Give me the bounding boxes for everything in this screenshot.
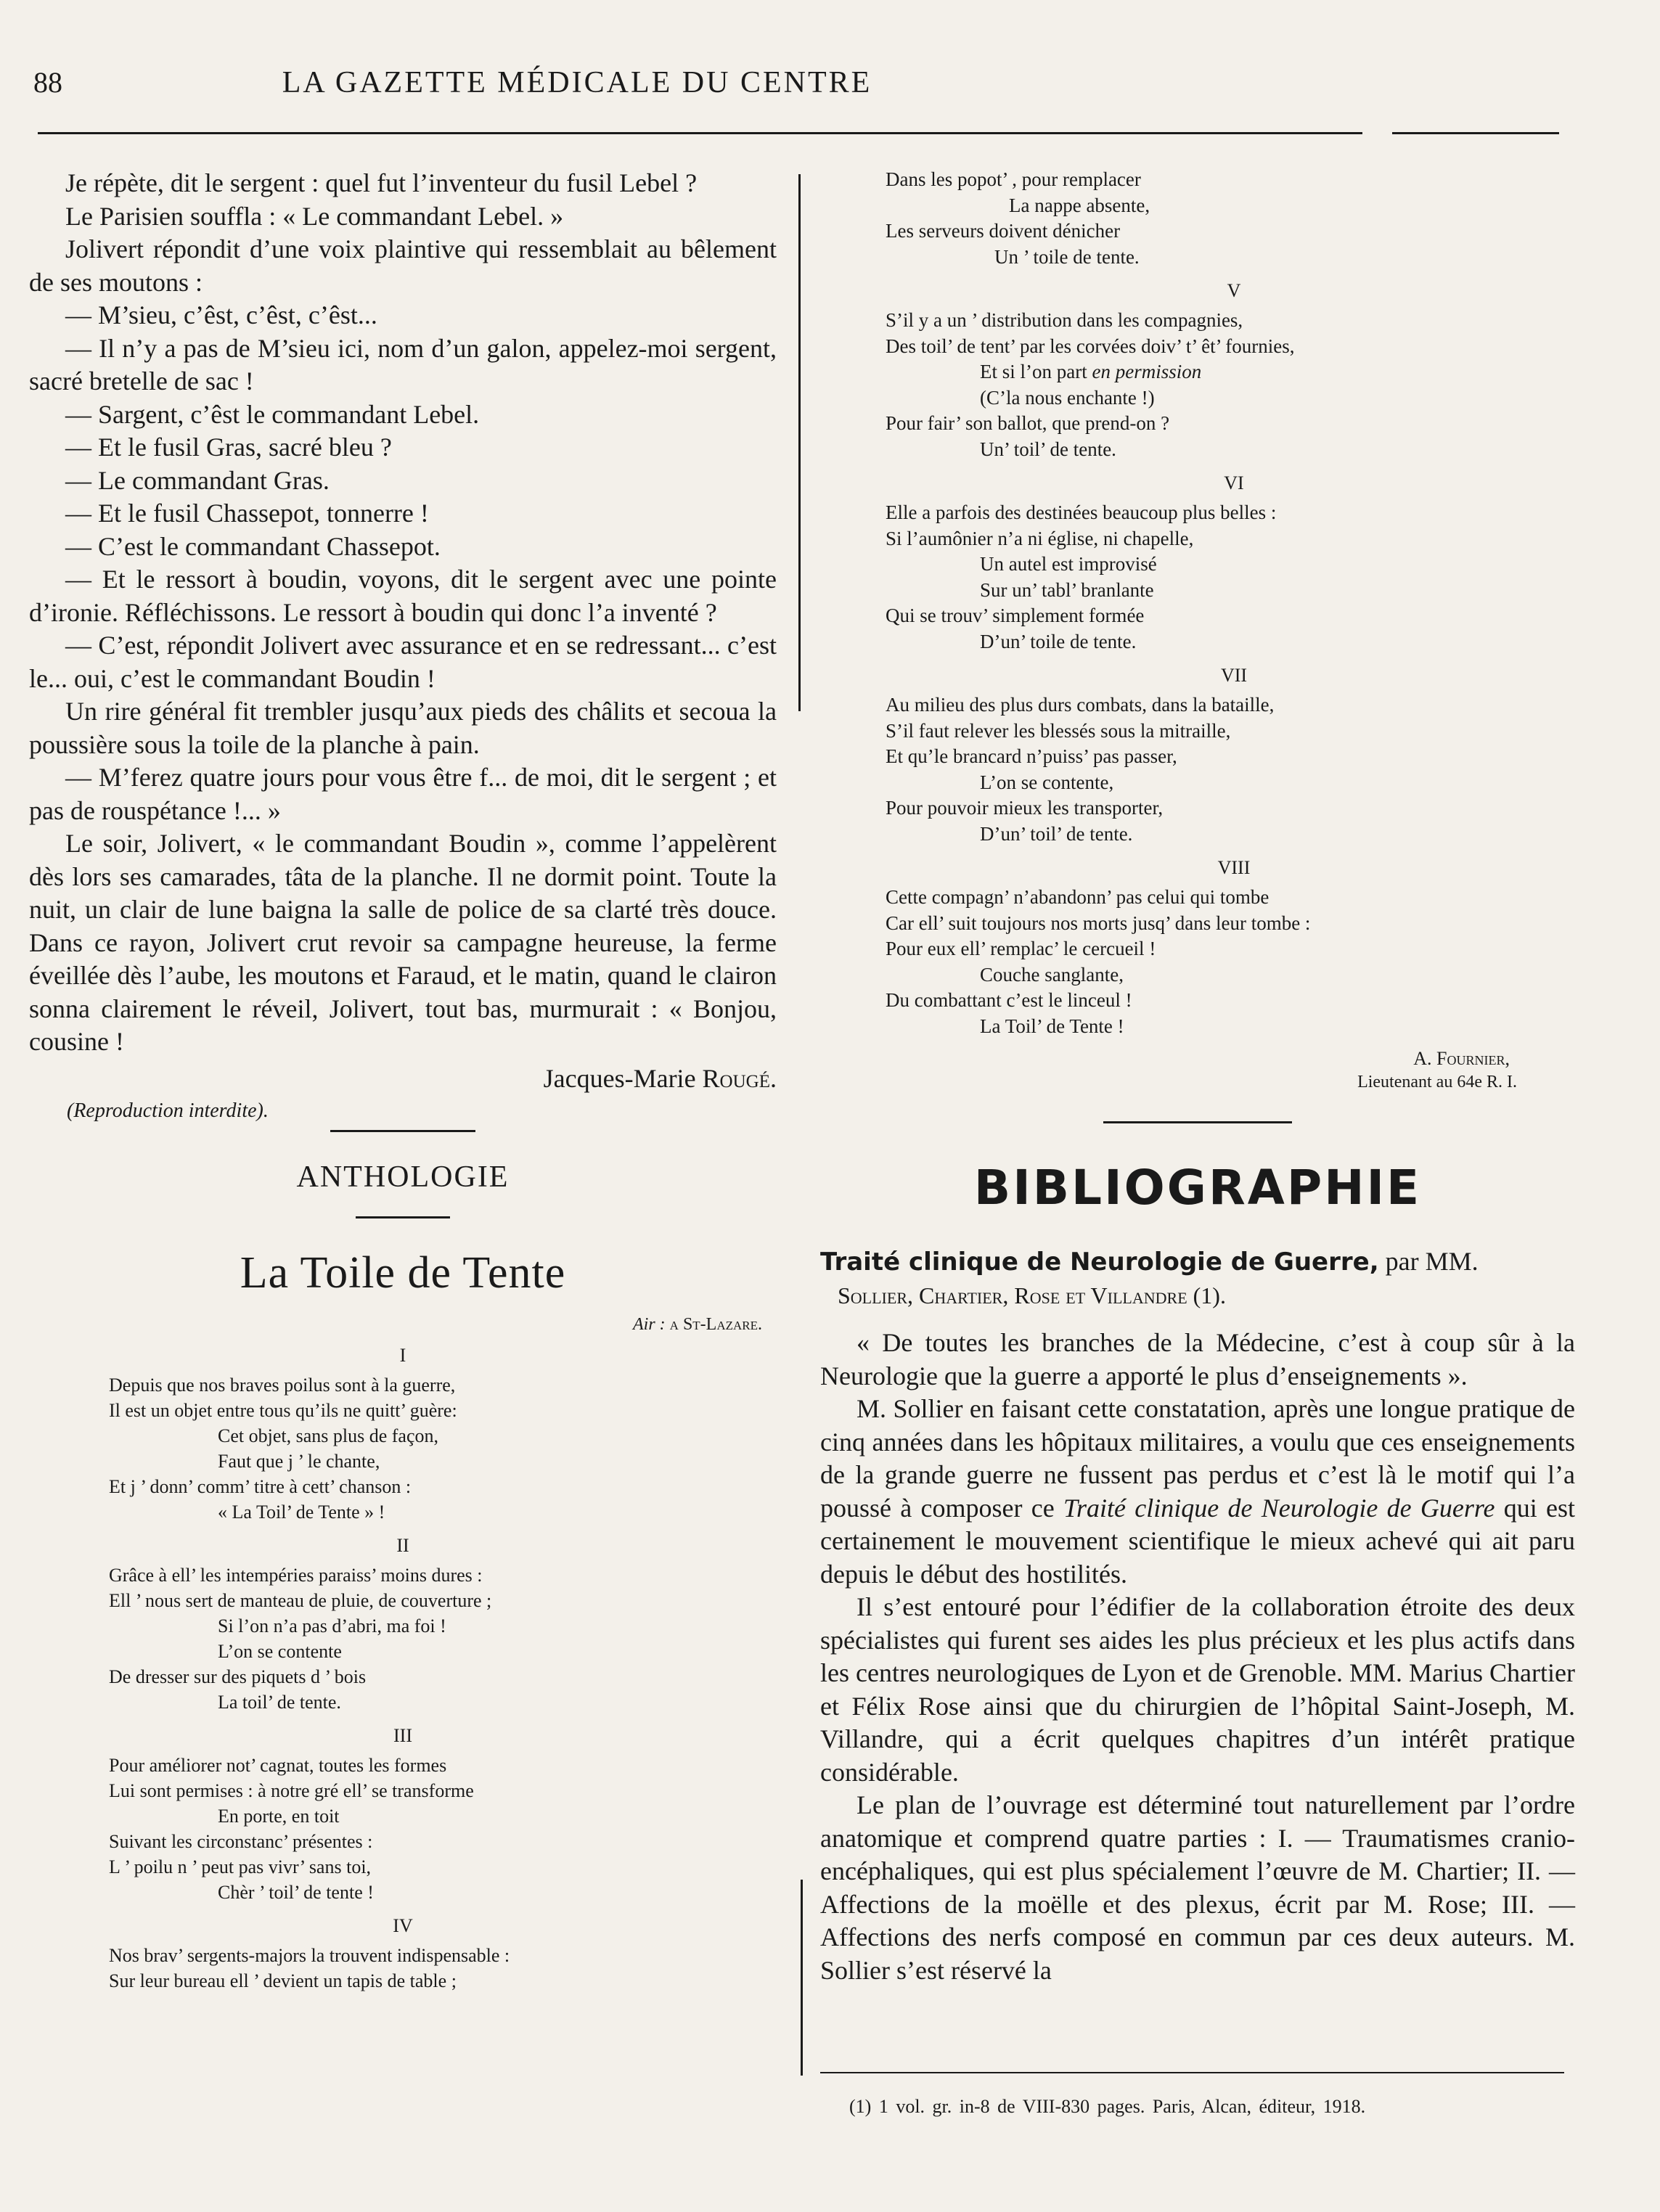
story-paragraph: — Sargent, c’êst le commandant Lebel. (65, 399, 480, 429)
reproduction-notice: (Reproduction interdite). (67, 1099, 269, 1122)
stanza-number: II (396, 1534, 409, 1556)
page-header (29, 65, 1561, 109)
stanza: Cette compagn’ n’abandonn’ pas celui qui tombe Car ell’ suit toujours nos morts jusq’ dans leur tombe : Pour eux ell’ remplac’ le cercueil ! Couche sanglante, Du combattant c’est le linceul ! La Toil’ de Tente ! (886, 886, 1311, 1037)
stanza: Depuis que nos braves poilus sont à la guerre, Il est un objet entre tous qu’ils ne quitt’ guère: Cet objet, sans plus de façon, Faut que j ’ le chante, Et j ’ donn’ comm’ titre à cett’ chanson : « La Toil’ de Tente » ! (109, 1374, 457, 1523)
stanza: Au milieu des plus durs combats, dans la bataille, S’il faut relever les blessés sous la mitraille, Et qu’le brancard n’puiss’ pas passer, L’on se contente, Pour pouvoir mieux les transporter, D’un’ toil’ de tente. (886, 694, 1275, 845)
stanza: S’il y a un ’ distribution dans les compagnies, Des toil’ de tent’ par les corvées doiv’ t’ êt’ fournies, Et si l’on part en permission (C’la nous enchante !) Pour fair’ son ballot, que prend-on ? Un’ toil’ de tente. (886, 309, 1295, 460)
stanza-number: VI (1224, 472, 1244, 493)
poem-air: Air : a St-Lazare. (633, 1314, 762, 1334)
right-column (820, 167, 1575, 1987)
section-rule (1103, 1121, 1292, 1123)
stanza: Grâce à ell’ les intempéries paraiss’ moins dures : Ell ’ nous sert de manteau de pluie, de couverture ; Si l’on n’a pas d’abri, ma foi ! L’on se contente De dresser sur des piquets d ’ bois La toil’ de tente. (109, 1564, 492, 1713)
stanza-continuation: Dans les popot’ , pour remplacer La nappe absente, Les serveurs doivent dénicher Un ’ toile de tente. (886, 168, 1150, 268)
section-rule (356, 1216, 450, 1218)
bibliography-text (820, 1327, 1575, 1987)
bib-paragraph: Le plan de l’ouvrage est déterminé tout naturellement par l’ordre anatomique et comprend quatre parties : I. — Traumatismes cranio-encéphaliques, qui est plus spécialement l’œuvre de M. Chartier; II. — Affections de la moëlle et des plexus, écrit par M. Rose; III. — Affections des nerfs composé en commun par ces deux auteurs. M. Sollier s’est réservé la (820, 1790, 1575, 1985)
story-paragraph: Un rire général fit trembler jusqu’aux pieds des châlits et secoua la poussière sous la toile de la planche à pain. (29, 697, 777, 759)
stanza: Nos brav’ sergents-majors la trouvent indispensable : Sur leur bureau ell ’ devient un tapis de table ; (109, 1944, 510, 1991)
story-paragraph: — M’ferez quatre jours pour vous être f... de moi, dit le sergent ; et pas de rouspétance !... » (29, 763, 777, 825)
book-authors: Sollier, Chartier, Rose et Villandre (1). (838, 1282, 1226, 1308)
poem-title: La Toile de Tente (240, 1248, 566, 1298)
poem-signature: A. Fournier, (1413, 1048, 1510, 1069)
bib-paragraph: M. Sollier en faisant cette constatation, après une longue pratique de cinq années dans les hôpitaux militaires, a voulu que ces enseignements de la grande guerre ne fussent pas perdus et c’est là le motif qui l’a poussé à composer ce Traité clinique de Neurologie de Guerre qui est certainement le mouvement scientifique le mieux achevé qui ait paru depuis le début des hostilités. (820, 1394, 1576, 1589)
header-rule (38, 132, 1362, 134)
bib-paragraph: « De toutes les branches de la Médecine, c’est à coup sûr à la Neurologie que la guerre a apporté le plus d’enseignements ». (820, 1328, 1575, 1390)
section-rule (330, 1130, 475, 1132)
story-paragraph: Jolivert répondit d’une voix plaintive qui ressemblait au bêlement de ses moutons : (29, 234, 777, 297)
header-rule-right (1392, 132, 1559, 134)
stanza-number: I (399, 1344, 406, 1366)
story-paragraph: — M’sieu, c’êst, c’êst, c’êst... (65, 300, 377, 329)
story-paragraph: — Et le fusil Gras, sacré bleu ? (65, 433, 392, 462)
page-number: 88 (33, 66, 62, 99)
stanza: Pour améliorer not’ cagnat, toutes les formes Lui sont permises : à notre gré ell’ se transforme En porte, en toit Suivant les circonstanc’ présentes : L ’ poilu n ’ peut pas vivr’ sans toi, Chèr ’ toil’ de tente ! (109, 1754, 474, 1903)
anthology-heading: ANTHOLOGIE (296, 1160, 510, 1194)
story-paragraph: — C’est le commandant Chassepot. (65, 531, 441, 561)
book-title: Traité clinique de Neurologie de Guerre, par MM. (820, 1247, 1479, 1277)
story-paragraph: Le Parisien souffla : « Le commandant Lebel. » (65, 201, 564, 231)
story-text (29, 167, 777, 1059)
story-paragraph: — Il n’y a pas de M’sieu ici, nom d’un galon, appelez-moi sergent, sacré bretelle de sac ! (29, 333, 777, 396)
journal-title: LA GAZETTE MÉDICALE DU CENTRE (282, 66, 872, 99)
stanza-number: VIII (1217, 857, 1251, 878)
story-paragraph: — C’est, répondit Jolivert avec assurance et en se redressant... c’est le... oui, c’est le commandant Boudin ! (29, 631, 777, 693)
footnote: (1) 1 vol. gr. in-8 de VIII-830 pages. Paris, Alcan, éditeur, 1918. (849, 2096, 1366, 2117)
story-paragraph: Je répète, dit le sergent : quel fut l’inventeur du fusil Lebel ? (65, 168, 698, 197)
stanza-number: V (1227, 280, 1241, 301)
stanza-number: VII (1220, 665, 1248, 686)
story-paragraph: Le soir, Jolivert, « le commandant Boudin », comme l’appelèrent dès lors ses camarades, tâta de la planche. Il ne dormit point. Toute la nuit, un clair de lune baigna la salle de police de sa clarté très douce. Dans ce rayon, Jolivert crut revoir sa campagne heureuse, la ferme éveillée dès l’aube, les moutons et Faraud, et le matin, quand le clairon sonna clairement le réveil, Jolivert, tout bas, murmurait : « Bonjou, cousine ! (29, 829, 777, 1056)
stanza: Elle a parfois des destinées beaucoup plus belles : Si l’aumônier n’a ni église, ni chapelle, Un autel est improvisé Sur un’ tabl’ branlante Qui se trouv’ simplement formée D’un’ toile de tente. (886, 501, 1277, 652)
story-paragraph: — Le commandant Gras. (65, 465, 330, 495)
story-paragraph: — Et le ressort à boudin, voyons, dit le sergent avec une pointe d’ironie. Réfléchissons. Le ressort à boudin qui donc l’a inventé ? (29, 565, 777, 627)
stanza-number: III (393, 1724, 412, 1746)
bibliography-heading: BIBLIOGRAPHIE (973, 1160, 1422, 1216)
left-column (29, 167, 777, 1994)
story-author: Jacques-Marie Rougé. (543, 1063, 777, 1093)
footnote-rule (820, 2072, 1564, 2073)
column-rule-upper (798, 174, 801, 711)
bib-paragraph: Il s’est entouré pour l’édifier de la collaboration étroite des deux spécialistes qui furent ses aides les plus précieux et les plus actifs dans les centres neurologiques de Lyon et de Grenoble. MM. Marius Chartier et Félix Rose ainsi que du chirurgien de l’hôpital Saint-Joseph, M. Villandre, qui a écrit quelques chapitres d’un intérêt pratique considérable. (820, 1592, 1575, 1787)
poem-signature-rank: Lieutenant au 64e R. I. (1357, 1073, 1517, 1091)
column-rule-lower (801, 1880, 803, 2076)
stanza-number: IV (393, 1914, 413, 1936)
story-paragraph: — Et le fusil Chassepot, tonnerre ! (65, 499, 429, 528)
